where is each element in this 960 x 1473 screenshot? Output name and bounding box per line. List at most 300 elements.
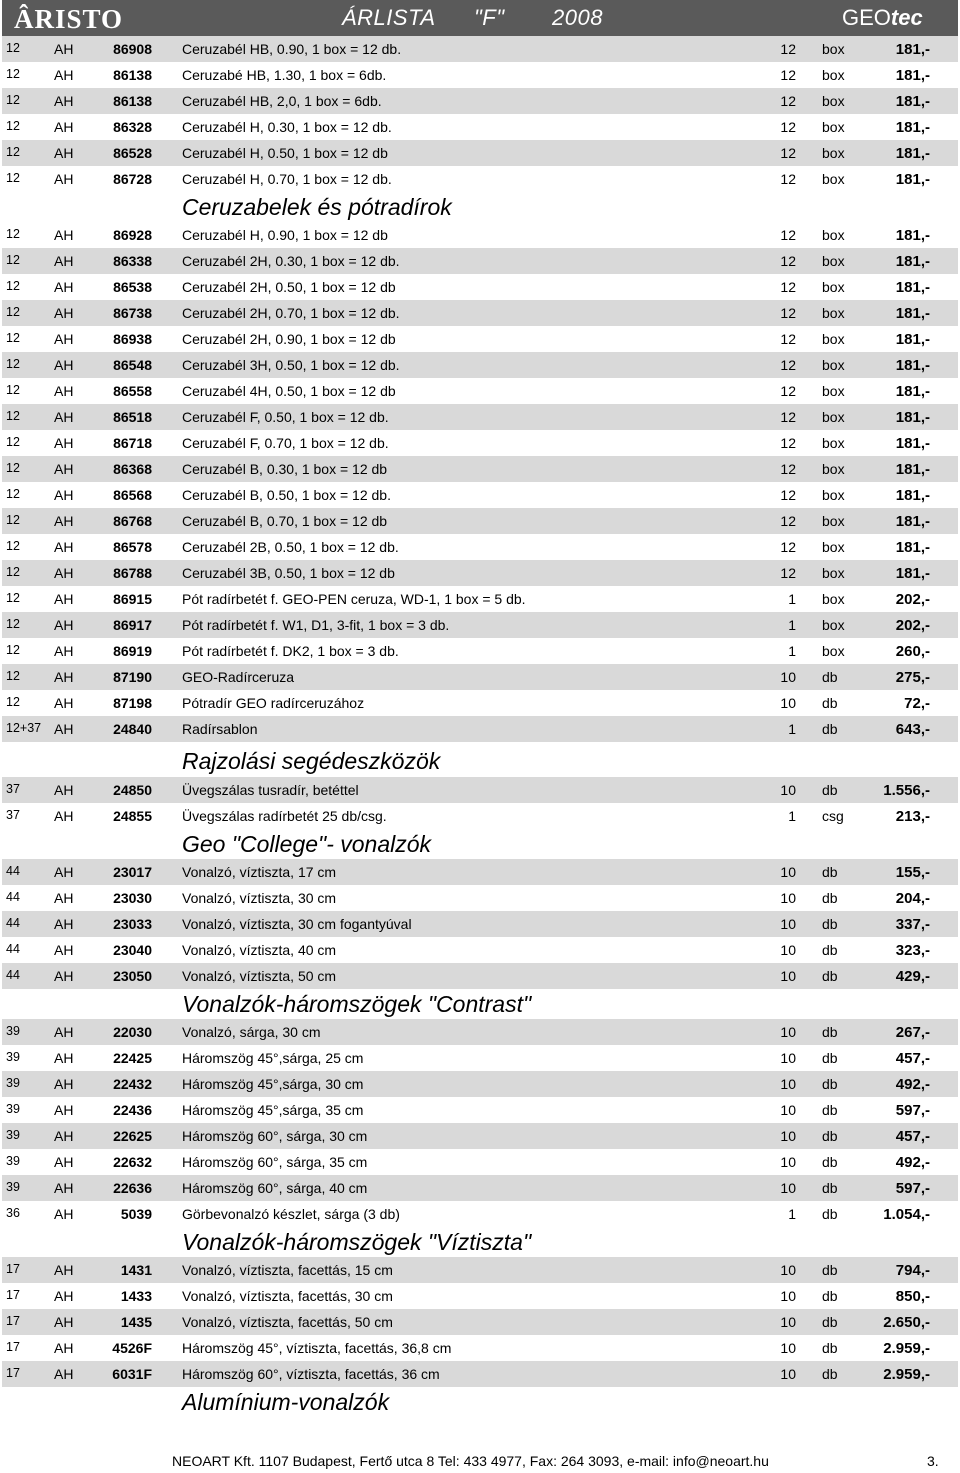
supplier-code: AH <box>54 227 74 243</box>
item-description: Ceruzabél 2H, 0.30, 1 box = 12 db. <box>182 253 400 269</box>
item-code: 86528 <box>113 145 152 161</box>
item-description: Ceruzabél HB, 0.90, 1 box = 12 db. <box>182 41 402 57</box>
item-price: 181,- <box>895 435 930 452</box>
item-description: Görbevonalzó készlet, sárga (3 db) <box>182 1206 400 1222</box>
item-price: 794,- <box>895 1262 930 1279</box>
item-description: Ceruzabél 4H, 0.50, 1 box = 12 db <box>182 383 396 399</box>
item-description: Ceruzabél 2H, 0.50, 1 box = 12 db <box>182 279 396 295</box>
table-row <box>2 456 958 482</box>
group-number: 44 <box>6 942 20 956</box>
item-price: 181,- <box>895 227 930 244</box>
supplier-code: AH <box>54 782 74 798</box>
title-year: 2008 <box>552 5 603 30</box>
item-price: 1.556,- <box>883 782 930 799</box>
supplier-code: AH <box>54 1024 74 1040</box>
table-row <box>2 1019 958 1045</box>
item-price: 202,- <box>895 591 930 608</box>
table-row <box>2 1309 958 1335</box>
group-number: 44 <box>6 968 20 982</box>
pack-quantity: 1 <box>788 808 796 824</box>
table-row <box>2 36 958 62</box>
aristo-logo: ÂRISTO <box>14 4 124 34</box>
item-description: Vonalzó, víztiszta, 17 cm <box>182 864 337 880</box>
group-number: 39 <box>6 1154 20 1168</box>
supplier-code: AH <box>54 1076 74 1092</box>
title-f: "F" <box>474 5 505 30</box>
table-row <box>2 166 958 192</box>
group-number: 12 <box>6 253 20 267</box>
item-description: Ceruzabél 3H, 0.50, 1 box = 12 db. <box>182 357 400 373</box>
item-price: 181,- <box>895 305 930 322</box>
table-row <box>2 114 958 140</box>
pack-unit: box <box>822 305 845 321</box>
item-code: 22632 <box>113 1154 152 1170</box>
pack-quantity: 12 <box>780 539 796 555</box>
pack-quantity: 10 <box>780 1102 796 1118</box>
item-description: Ceruzabél F, 0.50, 1 box = 12 db. <box>182 409 389 425</box>
pack-quantity: 10 <box>780 1128 796 1144</box>
pack-unit: box <box>822 145 845 161</box>
item-description: Háromszög 60°, víztiszta, facettás, 36 cm <box>182 1366 440 1382</box>
pack-unit: db <box>822 695 838 711</box>
supplier-code: AH <box>54 461 74 477</box>
pack-unit: db <box>822 968 838 984</box>
pack-unit: box <box>822 253 845 269</box>
pack-unit: box <box>822 41 845 57</box>
pack-unit: box <box>822 171 845 187</box>
pack-quantity: 12 <box>780 435 796 451</box>
item-code: 23033 <box>113 916 152 932</box>
pack-quantity: 10 <box>780 695 796 711</box>
table-row <box>2 88 958 114</box>
table-row <box>2 508 958 534</box>
item-description: Vonalzó, víztiszta, 30 cm fogantyúval <box>182 916 412 932</box>
table-row <box>2 248 958 274</box>
pack-quantity: 12 <box>780 565 796 581</box>
item-price: 181,- <box>895 119 930 136</box>
group-number: 44 <box>6 864 20 878</box>
table-row <box>2 1257 958 1283</box>
section-title: Alumínium-vonalzók <box>182 1389 390 1415</box>
brand-tec: tec <box>890 5 923 30</box>
section-heading <box>2 742 958 777</box>
pack-quantity: 12 <box>780 67 796 83</box>
table-row <box>2 1149 958 1175</box>
section-heading <box>2 989 958 1019</box>
pack-unit: box <box>822 383 845 399</box>
pack-quantity: 10 <box>780 1340 796 1356</box>
supplier-code: AH <box>54 1154 74 1170</box>
item-code: 86538 <box>113 279 152 295</box>
pack-unit: box <box>822 435 845 451</box>
item-code: 86568 <box>113 487 152 503</box>
price-list <box>2 36 958 1417</box>
pack-unit: db <box>822 669 838 685</box>
table-row <box>2 937 958 963</box>
supplier-code: AH <box>54 721 74 737</box>
supplier-code: AH <box>54 890 74 906</box>
pack-quantity: 12 <box>780 93 796 109</box>
pack-quantity: 1 <box>788 643 796 659</box>
item-code: 1433 <box>120 1288 152 1304</box>
item-code: 1431 <box>120 1262 152 1278</box>
pack-quantity: 10 <box>780 1076 796 1092</box>
pack-quantity: 12 <box>780 171 796 187</box>
supplier-code: AH <box>54 916 74 932</box>
table-row <box>2 1175 958 1201</box>
geotec-brand <box>842 5 923 31</box>
group-number: 39 <box>6 1076 20 1090</box>
section-heading <box>2 829 958 859</box>
item-price: 181,- <box>895 41 930 58</box>
supplier-code: AH <box>54 1340 74 1356</box>
section-title: Vonalzók-háromszögek "Contrast" <box>182 991 532 1017</box>
item-code: 87190 <box>113 669 152 685</box>
page-number: 3. <box>927 1453 939 1469</box>
item-code: 23050 <box>113 968 152 984</box>
supplier-code: AH <box>54 1102 74 1118</box>
item-description: GEO-Radírceruza <box>182 669 295 685</box>
item-description: Háromszög 45°, víztiszta, facettás, 36,8 cm <box>182 1340 452 1356</box>
table-row <box>2 62 958 88</box>
item-description: Vonalzó, víztiszta, facettás, 30 cm <box>182 1288 393 1304</box>
supplier-code: AH <box>54 1180 74 1196</box>
item-code: 86919 <box>113 643 152 659</box>
item-price: 181,- <box>895 171 930 188</box>
pack-quantity: 10 <box>780 1050 796 1066</box>
group-number: 17 <box>6 1288 20 1302</box>
table-row <box>2 638 958 664</box>
supplier-code: AH <box>54 808 74 824</box>
supplier-code: AH <box>54 942 74 958</box>
item-code: 5039 <box>120 1206 152 1222</box>
group-number: 12 <box>6 41 20 55</box>
item-description: Ceruzabél 3B, 0.50, 1 box = 12 db <box>182 565 395 581</box>
supplier-code: AH <box>54 968 74 984</box>
item-price: 181,- <box>895 513 930 530</box>
item-code: 86718 <box>113 435 152 451</box>
item-price: 181,- <box>895 93 930 110</box>
supplier-code: AH <box>54 591 74 607</box>
item-code: 87198 <box>113 695 152 711</box>
pack-unit: csg <box>822 808 844 824</box>
item-code: 22636 <box>113 1180 152 1196</box>
group-number: 12 <box>6 669 20 683</box>
pack-quantity: 12 <box>780 305 796 321</box>
pack-quantity: 12 <box>780 145 796 161</box>
group-number: 12 <box>6 695 20 709</box>
table-row <box>2 274 958 300</box>
pack-quantity: 10 <box>780 968 796 984</box>
supplier-code: AH <box>54 539 74 555</box>
page-header <box>2 0 958 36</box>
group-number: 12 <box>6 279 20 293</box>
table-row <box>2 1361 958 1387</box>
pack-quantity: 1 <box>788 591 796 607</box>
pack-quantity: 12 <box>780 331 796 347</box>
pack-unit: db <box>822 1366 838 1382</box>
item-price: 181,- <box>895 487 930 504</box>
table-row <box>2 586 958 612</box>
item-code: 4526F <box>112 1340 152 1356</box>
table-row <box>2 911 958 937</box>
item-price: 213,- <box>895 808 930 825</box>
item-price: 181,- <box>895 357 930 374</box>
section-title: Rajzolási segédeszközök <box>182 748 441 774</box>
pack-unit: box <box>822 227 845 243</box>
supplier-code: AH <box>54 1314 74 1330</box>
table-row <box>2 300 958 326</box>
group-number: 37 <box>6 808 20 822</box>
pack-quantity: 10 <box>780 1262 796 1278</box>
item-price: 181,- <box>895 539 930 556</box>
item-code: 86728 <box>113 171 152 187</box>
pack-unit: db <box>822 1154 838 1170</box>
item-code: 23040 <box>113 942 152 958</box>
pack-unit: box <box>822 591 845 607</box>
pack-quantity: 12 <box>780 227 796 243</box>
pack-unit: db <box>822 1050 838 1066</box>
pack-unit: db <box>822 864 838 880</box>
item-description: Ceruzabél H, 0.50, 1 box = 12 db <box>182 145 388 161</box>
group-number: 12 <box>6 461 20 475</box>
item-code: 86328 <box>113 119 152 135</box>
table-row <box>2 803 958 829</box>
table-row <box>2 1045 958 1071</box>
pack-quantity: 1 <box>788 617 796 633</box>
pack-quantity: 10 <box>780 890 796 906</box>
item-price: 181,- <box>895 409 930 426</box>
item-description: Radírsablon <box>182 721 258 737</box>
supplier-code: AH <box>54 1128 74 1144</box>
pack-unit: db <box>822 1314 838 1330</box>
item-code: 86938 <box>113 331 152 347</box>
item-code: 86908 <box>113 41 152 57</box>
pack-unit: box <box>822 487 845 503</box>
supplier-code: AH <box>54 119 74 135</box>
item-code: 22030 <box>113 1024 152 1040</box>
table-row <box>2 140 958 166</box>
item-code: 22625 <box>113 1128 152 1144</box>
item-price: 260,- <box>895 643 930 660</box>
price-list-title <box>342 5 603 31</box>
item-price: 181,- <box>895 331 930 348</box>
item-price: 597,- <box>895 1180 930 1197</box>
table-row <box>2 222 958 248</box>
group-number: 36 <box>6 1206 20 1220</box>
pack-unit: db <box>822 1262 838 1278</box>
table-row <box>2 885 958 911</box>
pack-unit: box <box>822 461 845 477</box>
group-number: 12 <box>6 539 20 553</box>
group-number: 17 <box>6 1340 20 1354</box>
pack-unit: db <box>822 1128 838 1144</box>
group-number: 12 <box>6 305 20 319</box>
item-price: 1.054,- <box>883 1206 930 1223</box>
item-description: Ceruzabél 2B, 0.50, 1 box = 12 db. <box>182 539 399 555</box>
pack-quantity: 12 <box>780 119 796 135</box>
item-code: 86788 <box>113 565 152 581</box>
item-price: 181,- <box>895 253 930 270</box>
pack-quantity: 12 <box>780 41 796 57</box>
item-description: Üvegszálas tusradír, betéttel <box>182 782 359 798</box>
item-description: Háromszög 60°, sárga, 30 cm <box>182 1128 368 1144</box>
pack-unit: db <box>822 1288 838 1304</box>
item-price: 275,- <box>895 669 930 686</box>
pack-unit: db <box>822 1340 838 1356</box>
group-number: 17 <box>6 1314 20 1328</box>
item-price: 323,- <box>895 942 930 959</box>
item-code: 22432 <box>113 1076 152 1092</box>
section-heading <box>2 1387 958 1417</box>
supplier-code: AH <box>54 695 74 711</box>
item-code: 1435 <box>120 1314 152 1330</box>
item-description: Pótradír GEO radírceruzához <box>182 695 365 711</box>
item-description: Ceruzabél H, 0.70, 1 box = 12 db. <box>182 171 392 187</box>
item-price: 181,- <box>895 67 930 84</box>
item-description: Vonalzó, sárga, 30 cm <box>182 1024 321 1040</box>
item-description: Pót radírbetét f. GEO-PEN ceruza, WD-1, 1 box = 5 db. <box>182 591 526 607</box>
item-description: Ceruzabél F, 0.70, 1 box = 12 db. <box>182 435 389 451</box>
table-row <box>2 690 958 716</box>
table-row <box>2 1283 958 1309</box>
item-price: 2.650,- <box>883 1314 930 1331</box>
section-heading <box>2 192 958 222</box>
pack-quantity: 12 <box>780 461 796 477</box>
pack-unit: db <box>822 1024 838 1040</box>
table-row <box>2 1097 958 1123</box>
supplier-code: AH <box>54 305 74 321</box>
item-price: 597,- <box>895 1102 930 1119</box>
item-code: 86558 <box>113 383 152 399</box>
item-description: Ceruzabél HB, 2,0, 1 box = 6db. <box>182 93 382 109</box>
supplier-code: AH <box>54 669 74 685</box>
group-number: 12 <box>6 357 20 371</box>
group-number: 17 <box>6 1366 20 1380</box>
item-description: Háromszög 45°,sárga, 25 cm <box>182 1050 364 1066</box>
pack-unit: box <box>822 617 845 633</box>
item-description: Ceruzabél B, 0.50, 1 box = 12 db. <box>182 487 391 503</box>
table-row <box>2 1071 958 1097</box>
pack-unit: box <box>822 331 845 347</box>
pack-unit: db <box>822 1102 838 1118</box>
table-row <box>2 963 958 989</box>
pack-quantity: 10 <box>780 916 796 932</box>
supplier-code: AH <box>54 1288 74 1304</box>
supplier-code: AH <box>54 41 74 57</box>
item-description: Háromszög 60°, sárga, 40 cm <box>182 1180 368 1196</box>
supplier-code: AH <box>54 331 74 347</box>
item-price: 155,- <box>895 864 930 881</box>
group-number: 39 <box>6 1024 20 1038</box>
supplier-code: AH <box>54 435 74 451</box>
group-number: 12 <box>6 119 20 133</box>
pack-unit: db <box>822 942 838 958</box>
item-price: 492,- <box>895 1076 930 1093</box>
group-number: 39 <box>6 1128 20 1142</box>
item-code: 86548 <box>113 357 152 373</box>
group-number: 39 <box>6 1180 20 1194</box>
item-price: 2.959,- <box>883 1366 930 1383</box>
pack-unit: db <box>822 1076 838 1092</box>
item-price: 643,- <box>895 721 930 738</box>
section-heading <box>2 1227 958 1257</box>
item-price: 337,- <box>895 916 930 933</box>
supplier-code: AH <box>54 357 74 373</box>
pack-quantity: 10 <box>780 1314 796 1330</box>
item-price: 181,- <box>895 279 930 296</box>
item-description: Vonalzó, víztiszta, 30 cm <box>182 890 337 906</box>
group-number: 44 <box>6 890 20 904</box>
brand-geo: GEO <box>842 5 891 30</box>
pack-unit: box <box>822 643 845 659</box>
pack-unit: db <box>822 916 838 932</box>
group-number: 12 <box>6 513 20 527</box>
pack-quantity: 12 <box>780 409 796 425</box>
pack-unit: box <box>822 67 845 83</box>
table-row <box>2 664 958 690</box>
item-price: 181,- <box>895 461 930 478</box>
table-row <box>2 777 958 803</box>
item-description: Pót radírbetét f. DK2, 1 box = 3 db. <box>182 643 399 659</box>
table-row <box>2 378 958 404</box>
supplier-code: AH <box>54 864 74 880</box>
supplier-code: AH <box>54 145 74 161</box>
item-code: 86738 <box>113 305 152 321</box>
table-row <box>2 560 958 586</box>
item-description: Háromszög 60°, sárga, 35 cm <box>182 1154 368 1170</box>
item-price: 457,- <box>895 1128 930 1145</box>
item-code: 24855 <box>113 808 152 824</box>
pack-quantity: 12 <box>780 513 796 529</box>
item-code: 6031F <box>112 1366 152 1382</box>
pack-unit: box <box>822 279 845 295</box>
item-price: 181,- <box>895 383 930 400</box>
item-code: 86368 <box>113 461 152 477</box>
table-row <box>2 859 958 885</box>
item-description: Háromszög 45°,sárga, 30 cm <box>182 1076 364 1092</box>
item-description: Ceruzabé HB, 1.30, 1 box = 6db. <box>182 67 387 83</box>
item-code: 86768 <box>113 513 152 529</box>
group-number: 12 <box>6 409 20 423</box>
item-code: 86518 <box>113 409 152 425</box>
item-code: 24840 <box>113 721 152 737</box>
group-number: 37 <box>6 782 20 796</box>
group-number: 12 <box>6 171 20 185</box>
table-row <box>2 1335 958 1361</box>
pack-unit: box <box>822 565 845 581</box>
table-row <box>2 326 958 352</box>
table-row <box>2 716 958 742</box>
item-code: 22425 <box>113 1050 152 1066</box>
company-address: NEOART Kft. 1107 Budapest, Fertő utca 8 Tel: 433 4977, Fax: 264 3093, e-mail: info@neoart.hu <box>172 1453 769 1469</box>
item-code: 86917 <box>113 617 152 633</box>
item-code: 23030 <box>113 890 152 906</box>
pack-unit: db <box>822 782 838 798</box>
supplier-code: AH <box>54 1206 74 1222</box>
group-number: 12 <box>6 145 20 159</box>
supplier-code: AH <box>54 383 74 399</box>
item-code: 86928 <box>113 227 152 243</box>
pack-unit: db <box>822 1180 838 1196</box>
item-price: 267,- <box>895 1024 930 1041</box>
table-row <box>2 482 958 508</box>
pack-unit: db <box>822 1206 838 1222</box>
group-number: 12+37 <box>6 721 42 735</box>
item-code: 86138 <box>113 93 152 109</box>
item-description: Vonalzó, víztiszta, facettás, 15 cm <box>182 1262 393 1278</box>
pack-quantity: 12 <box>780 253 796 269</box>
